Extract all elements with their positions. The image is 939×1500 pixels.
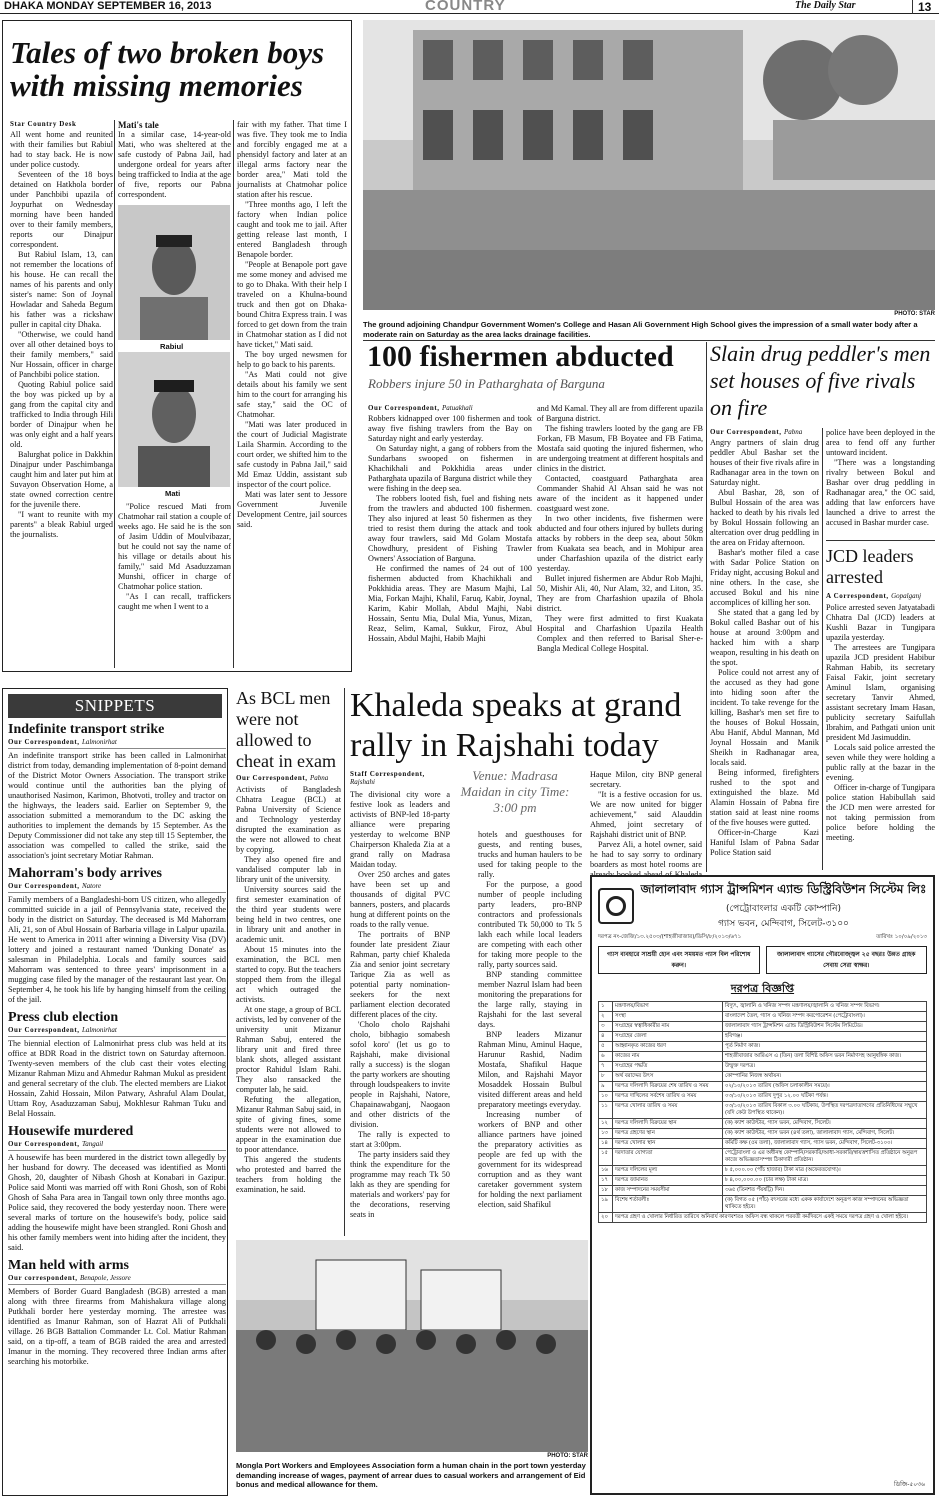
row-number: ১৯ [599, 1196, 613, 1213]
ad-right-notice: জালালাবাদ গ্যাসের গৌরবোজ্জ্বল ২৫ বছরঃ উন্নত গ্রাহক সেবায় সেরা স্বাক্ষর। [766, 946, 928, 974]
photo-credit: PHOTO: STAR [547, 1453, 588, 1459]
story-fishermen-byline [368, 404, 473, 412]
paragraph: The rally is expected to start at 3:00pm. [350, 1130, 450, 1149]
portrait-image [118, 205, 230, 340]
row-value: ৳ ৪,০০,০০০.০০ (চার লক্ষ) টাকা মাত্র। [723, 1176, 927, 1186]
paragraph: "As Mati could not give details about his family we sent him to the court for arranging his safe stay," said the OC of Chatmohar. [237, 370, 347, 419]
snippet-headline: Mahorram's body arrives [8, 866, 162, 881]
tender-table-row [599, 1072, 927, 1082]
row-number: ৮ [599, 1072, 613, 1082]
row-number: ৯ [599, 1082, 613, 1092]
snippet-byline [8, 1140, 226, 1151]
row-label: আহ্বানকৃত কাজের ধরণ [613, 1042, 723, 1052]
row-label: সংগ্রহের স্বত্বাধিকারীর নাম [613, 1022, 723, 1032]
row-number: ৩ [599, 1022, 613, 1032]
tender-table-row [599, 1196, 927, 1213]
byline-location: Rajshahi [350, 778, 375, 786]
row-label: কাজ সম্পাদনের সময়সীমা [613, 1186, 723, 1196]
story-tales-byline: Star Country Desk [10, 120, 77, 128]
byline-text: Our correspondent, [8, 1274, 78, 1282]
paragraph: Abul Bashar, 28, son of Bulbul Hossain of the area was hacked to death by his rivals led by Bokul Hossain following an altercation over drug peddling in the area on Friday afternoon. [710, 488, 819, 547]
row-label: দরপত্র দলিলাদি বিক্রয়ের স্থান [613, 1119, 723, 1129]
story-tales-col2-bottom [118, 502, 231, 612]
paragraph: Refuting the allegation, Mizanur Rahman Sabuj said, in spite of giving fines, some students were not allowed to appear in the examination due to poor attendance. [236, 1095, 341, 1154]
byline-text: Staff Correspondent, [350, 770, 425, 778]
paragraph: He confirmed the names of 24 out of 100 fishermen abducted from Khachikhali and Pokkhidia areas. They are Masum Majhi, Lal Mia, Forkan Majhi, Khalil, Faruq, Kabir, Joynal, Karim, Kabir Mollah, Abdul Majhi, Nabi Hossain, Sentu Mia, Dulal Mia, Yunus, Mizan, Reaz, Selim, Kamal, Sukkur, Firoz, Abul Hossain, Abdul Majhi, Habib Majhi [368, 564, 532, 643]
snippet-item [8, 722, 226, 861]
ad-ref-number: দরপত্র নং-জেজি/১৩.২৫০৩/(শাহজীবাজার)/ডিসি/৮/২০১৩/৬৭১ [598, 934, 742, 940]
story-jcd-headline: JCD leaders arrested [826, 546, 914, 587]
paragraph: All went home and reunited with their families but Rabiul had to stay back. He is now under police custody. [10, 130, 113, 169]
photo-caption-mati: Mati [165, 489, 181, 498]
row-number: ১০ [599, 1092, 613, 1102]
tender-table-row [599, 1176, 927, 1186]
section-name: COUNTRY [425, 0, 506, 14]
story-fishermen-col1 [368, 414, 532, 644]
row-number: ১৮ [599, 1186, 613, 1196]
flood-scene-image [363, 20, 935, 310]
paragraph: Police could not arrest any of the accused as they had gone into hiding soon after the incident. To take revenge for the killing, Bashar's men set fire to the houses of Bokul Hossain, Abu Hanif, Abdul Mannan, Md Joynal Hossain and Manik Sheikh in Radhanagar area, locals said. [710, 668, 819, 767]
row-value: ০৩/১০/২০১৩ তারিখ দুপুর ১২.০০ ঘটিকা পর্যন্ত। [723, 1092, 927, 1102]
tender-table-row [599, 1139, 927, 1149]
byline-text: Our Correspondent, [710, 428, 782, 436]
tender-table-row [599, 1129, 927, 1139]
story-jcd-byline [826, 592, 935, 600]
row-number: ৭ [599, 1062, 613, 1072]
paragraph: Police arrested seven Jatyatabadi Chhatra Dal (JCD) leaders at Kushli Bazar in Tungipara upazila yesterday. [826, 603, 935, 642]
tender-table-row [599, 1092, 927, 1102]
byline-text: Our Correspondent, [236, 774, 308, 782]
row-value: হবিগঞ্জ। [723, 1032, 927, 1042]
page-date: DHAKA MONDAY SEPTEMBER 16, 2013 [4, 0, 212, 12]
paragraph: Officer-in-Charge Kazi Haniful Islam of Pabna Sadar Police Station said [710, 828, 819, 857]
column-rule [706, 342, 707, 872]
photo-caption-rabiul: Rabiul [160, 342, 184, 351]
subhead-matis-tale: Mati's tale [118, 120, 159, 130]
paragraph: "It is a festive occasion for us. We are now united for bigger achievement," said Alauddin Ahmed, joint secretary of Rajshahi district unit of BNP. [590, 790, 702, 839]
snippet-headline: Man held with arms [8, 1258, 129, 1273]
row-label: দরপত্র খোলার তারিখ ও সময় [613, 1102, 723, 1119]
story-khaleda-byline [350, 770, 450, 786]
story-khaleda-col1 [350, 790, 450, 1220]
row-label: সংগ্রহের পদ্ধতি [613, 1062, 723, 1072]
row-label: বিশেষ শর্তাবলীঃ [613, 1196, 723, 1213]
paragraph: The robbers looted fish, fuel and fishing nets from the trawlers and abducted 100 fishermen. They also injured at least 50 fishermen as they tried to resist them during the attack and took away four trawlers, said Md Golam Mostafa Chowdhury, president of Fishing Trawler Owners' Association of Barguna. [368, 494, 532, 563]
snippet-headline: Press club election [8, 1010, 119, 1025]
byline-text: A Correspondent, [826, 592, 889, 600]
tender-notice-ad [590, 875, 935, 1495]
paragraph: The party insiders said they think the expenditure for the programme may reach Tk 50 lakh as they are spending for materials and workers' pay for the decorations, reserving seats in [350, 1150, 450, 1219]
paragraph: They were first admitted to first Kuakata Hospital and Charfashion Upazila Health Complex and then referred to Barisal Sher-e-Bangla Medical College Hospital. [537, 614, 703, 653]
paragraph: Bashar's mother filed a case with Sadar Police Station on Friday night, accusing Bokul and nine others. In the case, she accused Bokul and his nine accomplices of killing her son. [710, 548, 819, 607]
byline-text: Our Correspondent, [8, 1140, 80, 1148]
byline-text: Our Correspondent, [8, 882, 80, 890]
row-value: পেট্রোবাংলা ও এর অধীনস্থ কোম্পানি/সরকারি/আধা-সরকারি/স্বায়ত্তশাসিত প্রতিষ্ঠানে অনুরূপ কাজে অভিজ্ঞতাসম্পন্ন ঠিকাদারী প্রতিষ্ঠান। [723, 1149, 927, 1166]
byline-location: Lalmonirhat [81, 738, 117, 746]
ad-table-wrap [592, 1001, 933, 1223]
row-number: ১৩ [599, 1129, 613, 1139]
tender-table-row [599, 1042, 927, 1052]
row-label: দরপত্র দলিলের মূল্য [613, 1166, 723, 1176]
snippet-byline [8, 1026, 226, 1037]
ad-refline [592, 933, 933, 943]
story-drug-peddler-headline: Slain drug peddler's men set houses of five rivals on fire [710, 341, 931, 420]
snippet-byline [8, 1274, 226, 1285]
row-value: বিদ্যুৎ, জ্বালানি ও খনিজ সম্পদ মন্ত্রণালয়/জ্বালানি ও খনিজ সম্পদ বিভাগ। [723, 1002, 927, 1012]
row-number: ৫ [599, 1042, 613, 1052]
row-label: অর্থ বরাদ্দের উৎস [613, 1072, 723, 1082]
row-number: ১৭ [599, 1176, 613, 1186]
ad-signature: ডিজি-৫০৩৬ [894, 1481, 925, 1488]
byline-location: Pabna [309, 774, 329, 782]
snippets-column [8, 722, 226, 1367]
byline-location: Lalmonirhat [81, 1026, 117, 1034]
row-value: (ক) ক্যাশ কাউন্টার, গ্যাস ভবন (৪র্থ তলা), জালালাবাদ গ্যাস, মেন্দিবাগ, সিলেট। [723, 1129, 927, 1139]
portrait-image [118, 352, 230, 487]
paragraph: "Mati was later produced in the court of Judicial Magistrate Laila Sharmin. According to the court order, we shifted him to the safe custody in Pabna Jail," said Md Emaz Uddin, assistant sub inspector of the court police. [237, 420, 347, 489]
paragraph: "There was a longstanding rivalry between Bokul and Bashar over drug peddling in Radhanagar area," the OC said, adding that law enforcers have launched a drive to arrest the accused in Bashar murder case. [826, 458, 935, 527]
paragraph: The boy urged newsmen for help to go back to his parents. [237, 350, 347, 369]
byline-text: Our Correspondent, [8, 738, 80, 746]
row-value: কোম্পানির নিজস্ব অর্থায়ন। [723, 1072, 927, 1082]
row-number: ২ [599, 1012, 613, 1022]
photo-human-chain [236, 1240, 588, 1452]
story-bcl-headline: As BCL men were not allowed to cheat in exam [236, 688, 336, 771]
human-chain-image [236, 1240, 588, 1452]
tender-table-row [599, 1102, 927, 1119]
row-label: কাজের নাম [613, 1052, 723, 1062]
paragraph: The portraits of BNP founder late president Ziaur Rahman, party chief Khaleda Zia and senior joint secretary Tarique Zia as well as potential party nomination-seekers for the next parliament election decorated different places of the city. [350, 930, 450, 1019]
paragraph: "As I can recall, traffickers caught me when I went to a [118, 592, 231, 611]
snippet-headline: Housewife murdered [8, 1124, 134, 1139]
paragraph: In two other incidents, five fishermen were abducted and four others injured by bullets during attacks by robbers in the deep sea, about 50km from Kuakata sea beach, and in Mohipur area under Charfashion upazila of the district early yesterday. [537, 514, 703, 573]
paragraph: "I want to reunite with my parents" a bleak Rabiul urged the journalists. [10, 510, 113, 539]
page-number: 13 [912, 0, 931, 14]
story-jcd-body [826, 603, 935, 843]
byline-location: Tangail [81, 1140, 104, 1148]
paragraph: She stated that a gang led by Bokul called Bashar out of his house at around 3:00pm and hacked him with a sharp weapon, resulting in his death on the spot. [710, 608, 819, 667]
row-number: ১৫ [599, 1149, 613, 1166]
tender-table-row [599, 1022, 927, 1032]
story-drug-peddler-col1 [710, 438, 819, 858]
row-number: ১৪ [599, 1139, 613, 1149]
paragraph: Activists of Bangladesh Chhatra League (BCL) at Pabna University of Science and Technology yesterday disrupted the examination as the were not allowed to cheat by copying. [236, 785, 341, 854]
paragraph: Parvez Ali, a hotel owner, said he had to say sorry to ordinary boarders as most hotel rooms are [590, 840, 702, 869]
snippet-body: A housewife has been murdered in the district town allegedly by her husband for dowry. The deceased was identified as Monti Ghosh, 20, daughter of Nibash Ghosh at Konabari in Gazipur. Police said Monti was married off with Roni Ghosh, son of Robi Ghosh of Saha Para area in Tangail town only three months ago. Police said, they recovered the body yesterday noon. There were several marks of torture on the housewife's body, police said adding the housewife might have been strangled. Roni Ghosh and his other family members went into hiding after the incident, they said. [8, 1153, 226, 1252]
paragraph: Haque Milon, city BNP general secretary. [590, 770, 702, 789]
paragraph: police have been deployed in the area to fend off any further untoward incident. [826, 428, 935, 457]
row-value: (ক) ক্যাশ কাউন্টার, গ্যাস ভবন, মেন্দিবাগ, সিলেট। [723, 1119, 927, 1129]
row-number: ১২ [599, 1119, 613, 1129]
tender-table-row [599, 1062, 927, 1072]
paragraph: 'Cholo cholo Rajshahi cholo, bibhagio somabesh sofol koro' (let us go to Rajshahi, make divisional rally a success) is the slogan the party workers are shouting through loudspeakers to invite people in Rajshahi, Natore, Chapainawabganj, Naogaon and other districts of the division. [350, 1020, 450, 1129]
paragraph: Quoting Rabiul police said the boy was picked up by a gang from the capital city and trafficked to India through Hili border of Dinajpur when he was only eight and a half years old. [10, 380, 113, 449]
paragraph: "People at Benapole port gave me some money and advised me to go to Dhaka. With their help I traveled on a Khulna-bound truck and then got on Dhaka-bound Chitra Express train. I was forced to get down from the train in Chatmohar station as I did not have ticket," Mati said. [237, 260, 347, 349]
row-value: উন্মুক্ত দরপত্র। [723, 1062, 927, 1072]
paragraph: But Rabiul Islam, 13, can not remember the locations of his house. He can recall the names of his parents and only sister's name: Son of Joynal Howladar and Saheda Begum his father was a rickshaw puller in capital city Dhaka. [10, 250, 113, 329]
column-rule [822, 428, 823, 870]
row-label: দরপত্র গ্রহণের স্থান [613, 1129, 723, 1139]
row-label: সংস্থা [613, 1012, 723, 1022]
snippet-byline [8, 738, 226, 749]
paragraph: Over 250 arches and gates have been set up and thousands of digital PVC banners, posters, and placards hung at different points on the roads to the rally venue. [350, 870, 450, 929]
story-bcl-body [236, 785, 341, 1195]
paragraph: Angry partners of slain drug peddler Abul Bashar set the houses of their five rivals afire in Radhanagar area in the town on Saturday night. [710, 438, 819, 487]
story-tales-col2 [118, 120, 231, 200]
ad-left-notice: গ্যাস ব্যবহারে সাশ্রয়ী হোন এবং সময়মত গ্যাস বিল পরিশোধ করুন। [598, 946, 760, 974]
snippet-body: An indefinite transport strike has been called in Lalmonirhat district from today, demanding implementation of 8-point demand of the District Motor Owners Association. The transport strike would continue until the authorities ban the plying of unauthorised Nasimon, Karimon, Bhotvoti, trolley and tractor on the highways, the leaders said. Earlier on September 9, the association submitted a memorandum to the DC asking the authorities to implement the demands by 15 September. As the Deputy Commissioner did not take any step till 15 September, the association was compelled to called the strike, said the association's joint secretary Motiar Rahman. [8, 751, 226, 860]
paragraph: University sources said the first semester examination of the third year students were being held in two centres, one in library unit and another in academic unit. [236, 885, 341, 944]
row-label: দরদাতার যোগ্যতা [613, 1149, 723, 1166]
row-value: ৳ ৫,০০০.০০ (পাঁচ হাজার) টাকা মাত্র (অফেরতযোগ্য)। [723, 1166, 927, 1176]
row-label: সংগ্রহের জেলা [613, 1032, 723, 1042]
paragraph: The divisional city wore a festive look as leaders and activists of BNP-led 18-party alliance were preparing yesterday to welcome BNP Chairperson Khaleda Zia at a grand rally on Madrasa Maidan today. [350, 790, 450, 869]
tender-table-row [599, 1002, 927, 1012]
story-khaleda-col2 [478, 830, 582, 1210]
row-number: ৬ [599, 1052, 613, 1062]
snippet-body: Members of Border Guard Bangladesh (BGB) arrested a man along with three firearms from Mahishakura village along Putkhali border here yesterday morning. The arrestee was identified as Imanur Rahman, son of Hazrat Ali of Putkhali village. 26 BGB Battalion Commander Lt. Col. Matiur Rahman said, on a tip-off, a team of BGB raided the area and arrested Imanur in the morning. They recovered three Indian arms after searching his motorbike. [8, 1287, 226, 1366]
paragraph: "Three months ago, I left the factory when Indian police caught and took me to jail. After getting release last month, I entered Bangladesh through Benapole border. [237, 200, 347, 259]
row-value: পূর্ত নির্মাণ কাজ। [723, 1042, 927, 1052]
tender-table-row [599, 1166, 927, 1176]
column-rule [114, 120, 115, 668]
story-khaleda-col3 [590, 770, 702, 890]
story-fishermen-deck: Robbers injure 50 in Patharghata of Barguna [368, 376, 605, 391]
ad-title: দরপত্র বিজ্ঞপ্তি [730, 982, 795, 995]
story-bcl-byline [236, 774, 341, 782]
tender-table-row [599, 1119, 927, 1129]
story-tales-col3 [237, 120, 347, 530]
paragraph: Seventeen of the 18 boys detained on Hatkhola border under Panchbibi upazila of Joypurhat on Wednesday morning have been handed over to their family members, reports our Dinajpur correspondent. [10, 170, 113, 249]
byline-location: Gopalganj [891, 592, 922, 600]
snippet-item [8, 866, 226, 1005]
paragraph: They also opened fire and vandalised computer lab in library unit of the university. [236, 855, 341, 884]
tender-table-row [599, 1213, 927, 1223]
tender-table-row [599, 1012, 927, 1022]
paragraph: Locals said police arrested the seven while they were holding a public rally at the bazar in the evening. [826, 743, 935, 782]
paragraph: At one stage, a group of BCL activists, led by convener of the university unit Mizanur Rahman Sabuj, entered the library unit and fired three blank shots, alleged assistant proctor Rahidul Islam Rahi. They also ransacked the computer lab, he said. [236, 1005, 341, 1094]
paragraph: In a similar case, 14-year-old Mati, who was sheltered at the safe custody of Pabna Jail, had undergone ordeal for years after being trafficked to India at the age of five, reports our Pabna correspondent. [118, 130, 231, 199]
row-label: দরপত্র দলিলাদি বিক্রয়ের শেষ তারিখ ও সময় [613, 1082, 723, 1092]
column-rule [233, 120, 234, 668]
byline-text: Our Correspondent, [8, 1026, 80, 1034]
photo-caption-flood: The ground adjoining Chandpur Government Women's College and Hasan Ali Government High School gives the impression of a small water body after a moderate rain on Saturday as the area lacks drainage facilities. [363, 320, 918, 339]
paragraph: fair with my father. That time I was five. They took me to India and forcibly engaged me at a phensidyl factory and later at an illegal arms factory near the border area," Mati told the journalists at Chatmohar police station after his rescue. [237, 120, 347, 199]
paragraph: hotels and guesthouses for guests, and renting buses, trucks and human haulers to be used for taking people to the rally. [478, 830, 582, 879]
snippet-body: Family members of a Bangladeshi-born US citizen, who allegedly committed suicide in a jail of Pennsylvania state, received the body in the district on Saturday. The deceased is Md Mahorram Ali, 21, son of Abul Hossain of Barbaria village in Lalpur upazila. He went to America in 2011 after winning a Diversity Visa (DV) lottery and joined a restaurant named 'Dunking Donate' as salesman in Philadelphia. Locals and family sources said Mahorram was sentenced to three years' imprisonment in a mugging case filed by the manager of the restaurant last year. On September 4, he took his life by hanging himself from the ceiling of the jail. [8, 895, 226, 1004]
row-value: ০৩/১০/২০১৩ তারিখ বিকাল ৩.০০ ঘটিকায়, উপস্থিত দরপত্রদাতাগণের প্রতিনিধিদের সম্মুখে (যদি কেউ উপস্থিত থাকেন)। [723, 1102, 927, 1119]
snippet-item [8, 1010, 226, 1119]
snippet-byline [8, 882, 226, 893]
snippet-item [8, 1258, 226, 1367]
paragraph: The fishing trawlers looted by the gang are FB Forkan, FB Masum, FB Boyatee and FB Fatima, Mostafa said quoting the injured fishermen, who are undergoing treatment at different hospitals and clinics in the district. [537, 424, 703, 473]
row-value: (ক) বিগত ০৫ (পাঁচ) বৎসরের মধ্যে একক কার্যাদেশে অনূরূপ কাজ সম্পাদনের অভিজ্ঞতা থাকিতে হইবে। [723, 1196, 927, 1213]
row-value: ০২/১০/২০১৩ তারিখ (অফিস চলাকালীন সময়ে)। [723, 1082, 927, 1092]
masthead [0, 0, 939, 14]
photo-flooded-college [363, 20, 935, 310]
company-logo-icon [598, 888, 634, 924]
rally-venue-box: Venue: Madrasa Maidan in city Time: 3:00 pm [460, 768, 570, 815]
story-fishermen-col2 [537, 404, 703, 654]
paragraph: BNP leaders Mizanur Rahman Minu, Aminul Haque, Harunur Rashid, Nadim Mostafa, Shafikul Haque Milon, and Rajshahi Mayor Mosaddek Hossain Bulbul visited different areas and held preparatory meetings everyday. [478, 1030, 582, 1109]
paragraph: Being informed, firefighters rushed to the spot and extinguished the blaze. Md Alamin Hossain of Pabna fire station said at least nine rooms of the five houses were gutted. [710, 768, 819, 827]
row-value: কমিটি কক্ষ (৫ম তলা), জালালাবাদ গ্যাস, গ্যাস ভবন, মেন্দিবাগ, সিলেট-৩১০০। [723, 1139, 927, 1149]
paragraph: Contacted, coastguard Patharghata area Commander Shahid Al Ahsan said he was not aware of the incident as it happened under coastguard west zone. [537, 474, 703, 513]
snippet-headline: Indefinite transport strike [8, 722, 165, 737]
paragraph: On Saturday night, a gang of robbers from the Sundarbans swooped on fishermen in Khachikhali and Pokkhidia areas under Patharghata upazila of Barguna district while they were fishing in the deep sea. [368, 444, 532, 493]
ad-date: তারিখঃ ১০/০৯/২০১৩ [876, 934, 927, 940]
ad-company-address: গ্যাস ভবন, মেন্দিবাগ, সিলেট-৩১০০ [718, 919, 849, 929]
paragraph: This angered the students who protested and barred the teachers from holding the examination, he said. [236, 1155, 341, 1194]
tender-table-row [599, 1052, 927, 1062]
paragraph: Mati was later sent to Jessore Government Juvenile Development Centre, jail sources said. [237, 490, 347, 529]
row-number: ২০ [599, 1213, 613, 1223]
paragraph: Robbers kidnapped over 100 fishermen and took away five fishing trawlers from the Bay on Saturday night and early yesterday. [368, 414, 532, 443]
ad-company-name: জালালাবাদ গ্যাস ট্রান্সমিশন এ্যান্ড ডিস্ট্রিবিউশন সিস্টেম লিঃ [640, 882, 927, 896]
story-drug-peddler-col2 [826, 428, 935, 528]
paragraph: "Otherwise, we could hand over all other detained boys to their family members," said Nur Hossain, officer in charge of Panchbibi police station. [10, 330, 113, 379]
paragraph: Bullet injured fishermen are Abdur Rob Majhi, 50, Mishir Ali, 40, Nur Alam, 32, and Liton, 35. They are from Charfashion upazila of Bhola district. [537, 574, 703, 613]
byline-location: Patuakhali [441, 404, 473, 412]
row-label: দরপত্র দাখিলের সর্বশেষ তারিখ ও সময় [613, 1092, 723, 1102]
row-value: জালালাবাদ গ্যাস ট্রান্সমিশন এ্যান্ড ডিস্ট্রিবিউশন সিস্টেম লিমিটেড। [723, 1022, 927, 1032]
byline-text: Our Correspondent, [368, 404, 440, 412]
paragraph: Officer in-charge of Tungipara police station Habibullah said the JCD men were arrested for not taking permission from police before holding the meeting. [826, 783, 935, 842]
tender-table [598, 1001, 927, 1223]
row-label: দরপত্র গ্রহণ ও খোলার নির্ধারিত তারিখে অনিবার্য কারণবশতঃ অফিস বন্ধ থাকলে পরবর্তী কর্মদিবসে একই সময়ে দরপত্র গ্রহণ ও খোলা হইবে। [613, 1213, 927, 1223]
row-number: ১ [599, 1002, 613, 1012]
paragraph: The arrestees are Tungipara upazila JCD president Habibur Rahman Habib, its secretary Faisal Fakir, joint secretary Aminul Islam, organising secretary Tanvir Ahmed, assistant secretary Imam Hasan, publicity secretary Saifullah Ibrahim, and Pathgati union unit president Md Jasimuddin. [826, 643, 935, 742]
byline-location: Natore [81, 882, 102, 890]
story-fishermen-headline: 100 fishermen abducted [367, 340, 674, 373]
divider [826, 540, 935, 541]
photo-rabiul [118, 205, 230, 340]
story-tales-headline: Tales of two broken boys with missing memories [10, 35, 325, 103]
paragraph: About 15 minutes into the examination, the BCL men started to copy. But the teachers stopped them from the illegal act which outraged the activists. [236, 945, 341, 1004]
ad-company-sub: (পেট্রোবাংলার একটি কোম্পানি) [725, 904, 842, 914]
ad-notices [592, 943, 933, 977]
column-rule [344, 688, 345, 1236]
row-value: বাংলাদেশ তৈল, গ্যাস ও খনিজ সম্পদ করপোরেশন (পেট্রোবাংলা)। [723, 1012, 927, 1022]
row-value: ৩৬৫ (তিনশত পঁয়ষট্টি) দিন। [723, 1186, 927, 1196]
byline-location: Pabna [783, 428, 803, 436]
ad-header [592, 877, 933, 933]
paragraph: Balurghat police in Dakkhin Dinajpur under Paschimbanga caught him and later put him at Suvayon Observation Home, a state owned correction centre for the juvenile there. [10, 450, 113, 509]
paragraph: For the purpose, a good number of people including party leaders, pro-BNP contractors and professionals contributed Tk 50,000 to Tk 5 lakh each while local leaders are competing with each other for taking more people to the rally, party sources said. [478, 880, 582, 969]
paper-name: The Daily Star [795, 0, 856, 11]
paragraph: Increasing number of workers of BNP and other alliance partners have joined the preparatory activities as people are fed up with the government for its widespread corruption and as they want caretaker government system for holding the next parliament election, said Shafikul [478, 1110, 582, 1209]
tender-table-row [599, 1032, 927, 1042]
snippet-item [8, 1124, 226, 1253]
photo-credit: PHOTO: STAR [894, 311, 935, 317]
story-drug-peddler-byline [710, 428, 802, 436]
row-number: ১৬ [599, 1166, 613, 1176]
row-number: ১১ [599, 1102, 613, 1119]
col2-top [118, 130, 231, 200]
row-label: দরপত্র খোলার স্থান [613, 1139, 723, 1149]
paragraph: BNP standing committee member Nazrul Islam had been monitoring the preparations for the large rally, staying in Rajshahi for the last several days. [478, 970, 582, 1029]
tender-table-row [599, 1149, 927, 1166]
row-value: শাহজীবাজার আরিএস এ (তিন) তলা বিশিষ্ট অফিস ভবন নির্মাণসহ আনুষঙ্গিক কাজ। [723, 1052, 927, 1062]
tender-table-row [599, 1082, 927, 1092]
paragraph: and Md Kamal. They all are from different upazila of Barguna district. [537, 404, 703, 423]
row-label: মন্ত্রণালয়/বিভাগ [613, 1002, 723, 1012]
paragraph: "Police rescued Mati from Chatmohar rail station a couple of weeks ago. He said he is the son of Jasim Uddin of Moulvibazar, but he could not say the name of his village or details about his family," said Md Asaduzzaman Munshi, officer in charge of Chatmohar police station. [118, 502, 231, 591]
row-label: দরপত্র জামানত [613, 1176, 723, 1186]
snippets-bar: SNIPPETS [8, 694, 222, 718]
story-tales-col1 [10, 130, 113, 540]
row-number: ৪ [599, 1032, 613, 1042]
byline-location: Benapole, Jessore [80, 1274, 131, 1282]
photo-caption-human-chain: Mongla Port Workers and Employees Association form a human chain in the port town yesterday demanding increase of wages, payment of arrear dues to casual workers and arrangement of Eid bonus and medical allowance for them. [236, 1461, 586, 1489]
snippet-body: The biennial election of Lalmonirhat press club was held at its office at BDR Road in the district town on Saturday afternoon. Twenty-seven members of the club cast their votes electing Mizanur Rahman Mizu and Ahmedur Rahman Mukul as president and general secretary of the club. The elected members are Liakot Hossain, Zahid Hossain, Milon Patwary, Ashraful Alam Doulat, Uttam Roy, Asaduzzaman Sabuj, Mokhlesur Rahman Tuku and Belal Hossain. [8, 1039, 226, 1118]
story-khaleda-headline: Khaleda speaks at grand rally in Rajshahi today [350, 687, 682, 764]
photo-mati [118, 352, 230, 487]
tender-table-row [599, 1186, 927, 1196]
